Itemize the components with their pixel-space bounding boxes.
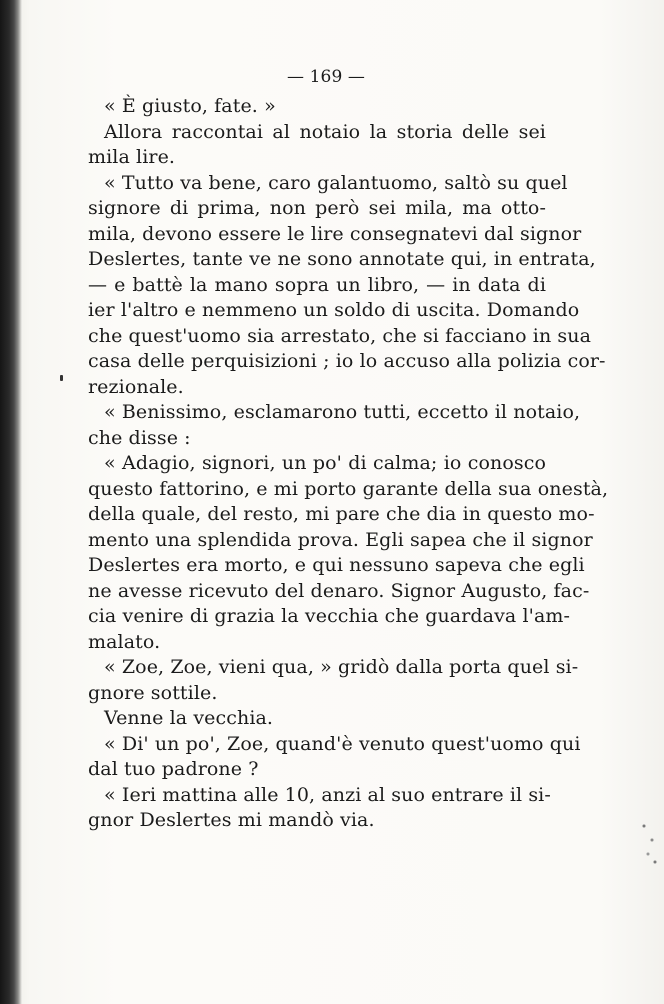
text-line: questo fattorino, e mi porto garante della sua onestà, (88, 477, 609, 500)
text-line: Allora raccontai al notaio la storia delle sei (104, 120, 546, 143)
text-line: signore di prima, non però sei mila, ma otto- (88, 197, 546, 219)
text-line: rezionale. (88, 375, 184, 398)
book-spine-shadow (0, 0, 22, 1004)
text-line: Deslertes era morto, e qui nessuno sapeva che egli (88, 554, 585, 576)
text-line: — e battè la mano sopra un libro, — in data di (88, 273, 546, 296)
text-line: « Zoe, Zoe, vieni qua, » gridò dalla porta quel si- (104, 656, 579, 678)
margin-ink-mark (60, 375, 63, 381)
text-line: gnore sottile. (88, 681, 218, 704)
text-line: gnor Deslertes mi mandò via. (88, 809, 375, 831)
text-line: Deslertes, tante ve ne sono annotate qui, in entrata, (88, 248, 596, 270)
text-line: cia venire di grazia la vecchia che guardava l'am- (88, 605, 571, 627)
text-line: dal tuo padrone ? (88, 758, 259, 780)
text-line: « Di' un po', Zoe, quand'è venuto quest'uomo qui (104, 732, 581, 755)
text-line: mila, devono essere le lire consegnatevi dal signor (88, 222, 582, 245)
text-line: mila lire. (88, 146, 176, 168)
body-text (88, 94, 609, 834)
text-line: « Tutto va bene, caro galantuomo, saltò su quel (104, 171, 568, 194)
text-line: « Ieri mattina alle 10, anzi al suo entrare il si- (104, 783, 551, 806)
text-line: ier l'altro e nemmeno un soldo di uscita. Domando (88, 299, 580, 321)
page-number: — 169 — (287, 67, 365, 87)
text-line: che disse : (88, 426, 191, 449)
text-line: « Adagio, signori, un po' di calma; io conosco (104, 452, 546, 474)
page-text-block (88, 60, 609, 834)
text-line: della quale, del resto, mi pare che dia in questo mo- (88, 503, 595, 525)
text-line: ne avesse ricevuto del denaro. Signor Augusto, fac- (88, 579, 590, 602)
edge-specks (640, 820, 660, 870)
text-line: « È giusto, fate. » (104, 95, 276, 117)
text-line: che quest'uomo sia arrestato, che si facciano in sua (88, 324, 592, 347)
text-line: Venne la vecchia. (104, 707, 274, 729)
text-line: « Benissimo, esclamarono tutti, eccetto il notaio, (104, 401, 581, 423)
text-line: malato. (88, 630, 161, 653)
text-line: mento una splendida prova. Egli sapea che il signor (88, 528, 593, 551)
text-line: casa delle perquisizioni ; io lo accuso alla polizia cor- (88, 350, 606, 372)
